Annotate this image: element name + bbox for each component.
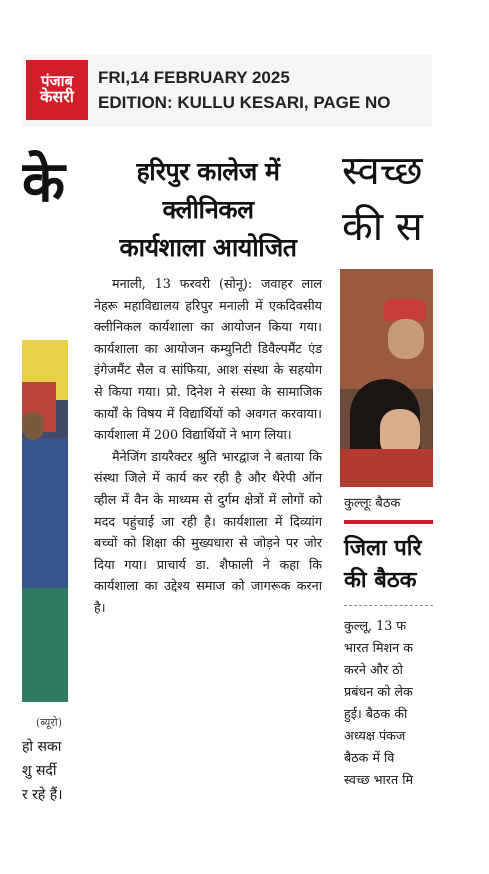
right-article-body [344, 615, 433, 791]
article-body [94, 273, 322, 619]
right-body-line: करने और ठो [344, 662, 403, 677]
main-article [94, 153, 322, 619]
right-headline-line: स्वच्छ [342, 148, 423, 194]
left-news-photo [22, 340, 68, 702]
right-sub-headline-line: की बैठक [344, 568, 417, 593]
edition-info: EDITION: KULLU KESARI, PAGE NO [98, 93, 391, 112]
right-body-line: हुई। बैठक की [344, 706, 408, 721]
dashed-divider [344, 605, 433, 606]
publication-date: FRI,14 FEBRUARY 2025 [98, 68, 290, 87]
headline-line: क्लीनिकल [162, 195, 254, 224]
right-body-line: भारत मिशन क [344, 640, 413, 655]
right-photo-caption: कुल्लूः बैठक [344, 496, 401, 511]
right-headline-line: की स [342, 204, 423, 250]
left-column-text [22, 735, 70, 807]
right-body-line: स्वच्छ भारत मि [344, 772, 414, 787]
logo-line-1: पंजाब [40, 71, 74, 90]
right-body-line: प्रबंधन को लेक [344, 684, 413, 699]
left-text-line: शु सर्दी [22, 763, 57, 779]
right-body-line: अध्यक्ष पंकज [344, 728, 406, 743]
left-text-line: र रहे हैं। [22, 787, 63, 803]
article-paragraph: मनाली, 13 फरवरी (सोनू): जवाहर लाल नेहरू महाविद्यालय हरिपुर मनाली में एकदिवसीय क्लीनिकल कार्यशाला का आयोजन किया गया। कार्यशाला का आयोजन कम्युनिटी डिवैल्पमैंट एंड इंगेजमैंट सैल व सांफिया, आश संस्था के सहयोग से किया गया। प्रो. दिनेश ने संस्था के सामाजिक कार्यों के विषय में विद्यार्थियों को अवगत करवाया। कार्यशाला में 200 विद्यार्थियों ने भाग लिया। [94, 276, 322, 443]
article-headline [94, 153, 322, 267]
headline-line: कार्यशाला आयोजित [119, 233, 297, 262]
article-paragraph: मैनेजिंग डायरैक्टर श्रुति भारद्वाज ने बताया कि संस्था जिले में कार्य कर रही है और थैरेपी ऑन व्हील में वैन के माध्यम से दुर्गम क्षेत्रों में लोगों को मदद पहुंचाई जा रही है। कार्यशाला में दिव्यांग बच्चों को शिक्षा की मुख्यधारा से जोड़ने पर जोर दिया गया। प्राचार्य डा. शैफाली ने कहा कि कार्यशाला का उद्देश्य समाज को जागरूक करना है। [94, 448, 322, 615]
right-body-line: बैठक में वि [344, 750, 395, 765]
left-headline-fragment: के [22, 150, 66, 215]
newspaper-clipping [22, 135, 433, 810]
headline-line: हरिपुर कालेज में [136, 157, 280, 186]
right-body-line: कुल्लू, 13 फ [344, 618, 407, 633]
right-news-photo [340, 269, 433, 487]
left-photo-credit: (ब्यूरो) [36, 716, 62, 729]
right-headline-fragment [342, 143, 423, 255]
right-sub-headline-line: जिला परि [344, 536, 422, 561]
logo-line-2: केसरी [40, 87, 74, 107]
punjab-kesari-logo [26, 60, 88, 120]
red-divider [344, 520, 433, 524]
right-sub-headline [344, 533, 422, 597]
left-text-line: हो सका [22, 739, 62, 755]
